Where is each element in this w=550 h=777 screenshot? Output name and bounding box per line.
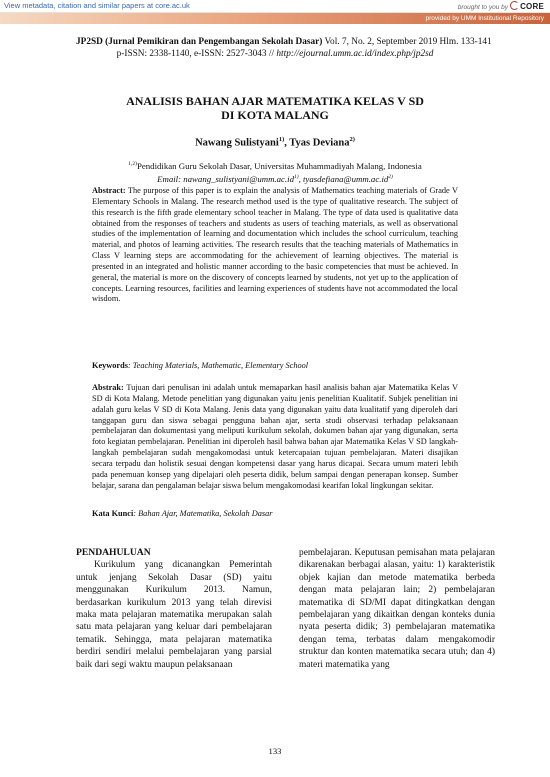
provided-by-text: provided by UMM Institutional Repository [425,14,544,22]
abstrak-label: Abstrak: [92,383,124,392]
email-label: Email: [157,173,184,184]
journal-url[interactable]: http://ejournal.umm.ac.id/index.php/jp2sd [276,49,434,59]
journal-citation [76,36,492,48]
email-line [76,172,474,185]
journal-volume: Vol. 7, No. 2, September 2019 Hlm. 133-141 [322,37,492,47]
paper-header [76,36,492,185]
intro-paragraph-left: Kurikulum yang dicanangkan Pemerintah untuk jenjang Sekolah Dasar (SD) yaitu menggunakan Kurikulum 2013. Namun, berdasarkan kurikulum 2013 yang telah direvisi maka mata pelajaran matematika merupakan salah satu mata pelajaran yang keluar dari pembelajaran tematik. Sehingga, mata pelajaran matematika berdiri sendiri melalui pembelajaran yang parsial baik dari segi waktu maupun pelaksanaan [76,560,272,670]
core-logo-icon [510,1,519,10]
email-separator: , [298,173,303,184]
core-brand[interactable] [458,1,544,11]
author-2-sup: 2) [349,136,355,143]
paper-title [76,94,474,122]
email-1[interactable]: nawang_sulistyani@umm.ac.id [183,173,294,184]
author-1-sup: 1) [278,136,285,143]
author-1: Nawang Sulistyani [195,137,279,149]
email-1-sup: 1) [293,173,299,180]
abstract-label: Abstract: [92,186,126,195]
keywords-indonesian [92,509,458,520]
abstrak-text: Tujuan dari penulisan ini adalah untuk memaparkan hasil analisis bahan ajar Matematika Kelas V SD di Kota Malang. Metode penelitian yang digunakan yaitu jenis penelitian Kualitatif. Subjek penelitian ini adalah guru kelas V SD di Kota Malang. Jenis data yang digunakan yaitu data kualitatif yang diperoleh dari tanggapan guru dan siswa sebagai pengguna bahan ajar, serta studi observasi terhadap pelaksanaan pembelajaran dan dokumentasi yang meliputi kurikulum sekolah, dokumen bahan ajar yang digunakan, serta foto kegiatan pembelajaran. Penelitian ini diperoleh hasil bahwa bahan ajar Matematika Kelas V SD langkah-langkah pembelajaran sudah mengakomodasi untuk ketercapaian tujuan pembelajaran. Materi disajikan secara terpadu dan holistik sesuai dengan kompetensi dasar yang harus dicapai. Secara umum materi lebih pada penemuan konsep yang dipelajari oleh peserta didik, belum sampai dengan penerapan konsep. Sumber belajar, sarana dan pengalaman belajar siswa belum mengakomodasi kearifan lokal lingkungan sekitar. [92,383,458,490]
core-banner [0,0,550,13]
abstract-indonesian [92,383,458,491]
keywords-text: : Teaching Materials, Mathematic, Elementary School [127,361,309,370]
core-link[interactable]: core.ac.uk [155,1,190,10]
core-logo-text: CORE [520,2,544,11]
author-2: Tyas Deviana [289,137,350,149]
journal-name: JP2SD (Jurnal Pemikiran dan Pengembangan Sekolah Dasar) [76,37,323,47]
brought-by-text: brought to you by [457,4,508,11]
authors [76,136,474,149]
title-line-1: ANALISIS BAHAN AJAR MATEMATIKA KELAS V SD [126,94,424,108]
title-line-2: DI KOTA MALANG [221,108,329,122]
email-2-sup: 2) [388,173,393,180]
affiliation-sup: 1,2) [128,160,137,167]
keywords-english [92,361,458,372]
issn-text: p-ISSN: 2338-1140, e-ISSN: 2527-3043 // [116,49,277,59]
body-column-right [299,547,495,671]
email-2[interactable]: tyasdefiana@umm.ac.id [302,173,389,184]
kata-kunci-label: Kata Kunci [92,509,134,518]
affiliation-text: Pendidikan Guru Sekolah Dasar, Universitas Muhammadiyah Malang, Indonesia [136,160,422,171]
keywords-label: Keywords [92,361,128,370]
body-column-left [76,547,272,671]
provided-by-bar [0,13,550,24]
kata-kunci-text: : Bahan Ajar, Matematika, Sekolah Dasar [133,509,273,518]
abstract-text: The purpose of this paper is to explain the analysis of Mathematics teaching materials of Grade V Elementary Schools in Malang. The research method used is the type of qualitative research. The subject of this research is the fifth grade elementary school teacher in Malang. The type of data used is qualitative data obtained from the responses of teachers and students as users of teaching materials, as well as observational studies of the implementation of learning and documentation which includes the school curriculum, teaching material, and photos of learning activities. The research results that the teaching materials of Mathematics in Class V learning steps are accommodating for the achievement of learning objectives. The material is presented in an integrated and holistic manner according to the basic competencies that must be achieved. In general, the material is more on the discovery of concepts learned by students, not yet up to the application of concepts. Learning resources, facilities and learning experiences of students have not accommodated the local wisdom. [92,186,458,304]
author-separator: , [284,137,290,149]
abstract-english [92,186,458,305]
core-metadata-text [4,1,190,10]
section-heading: PENDAHULUAN [76,547,151,558]
affiliation [76,159,474,186]
page-number: 133 [268,746,282,756]
core-metadata-prefix: View metadata, citation and similar papers at [4,1,154,10]
intro-paragraph-right: pembelajaran. Keputusan pemisahan mata pelajaran dikarenakan berbagai alasan, yaitu: 1) karakteristik objek kajian dan metode matematika berbeda dengan mata pelajaran lain; 2) pembelajaran matematika di SD/MI dapat ditingkatkan dengan pembelajaran yang dikaitkan dengan konteks dunia nyata peserta didik; 3) pembelajaran matematika dengan tema, terbatas dalam mengakomodir struktur dan konten matematika secara utuh; dan 4) materi matematika yang [299,548,495,670]
journal-issn [76,48,474,60]
